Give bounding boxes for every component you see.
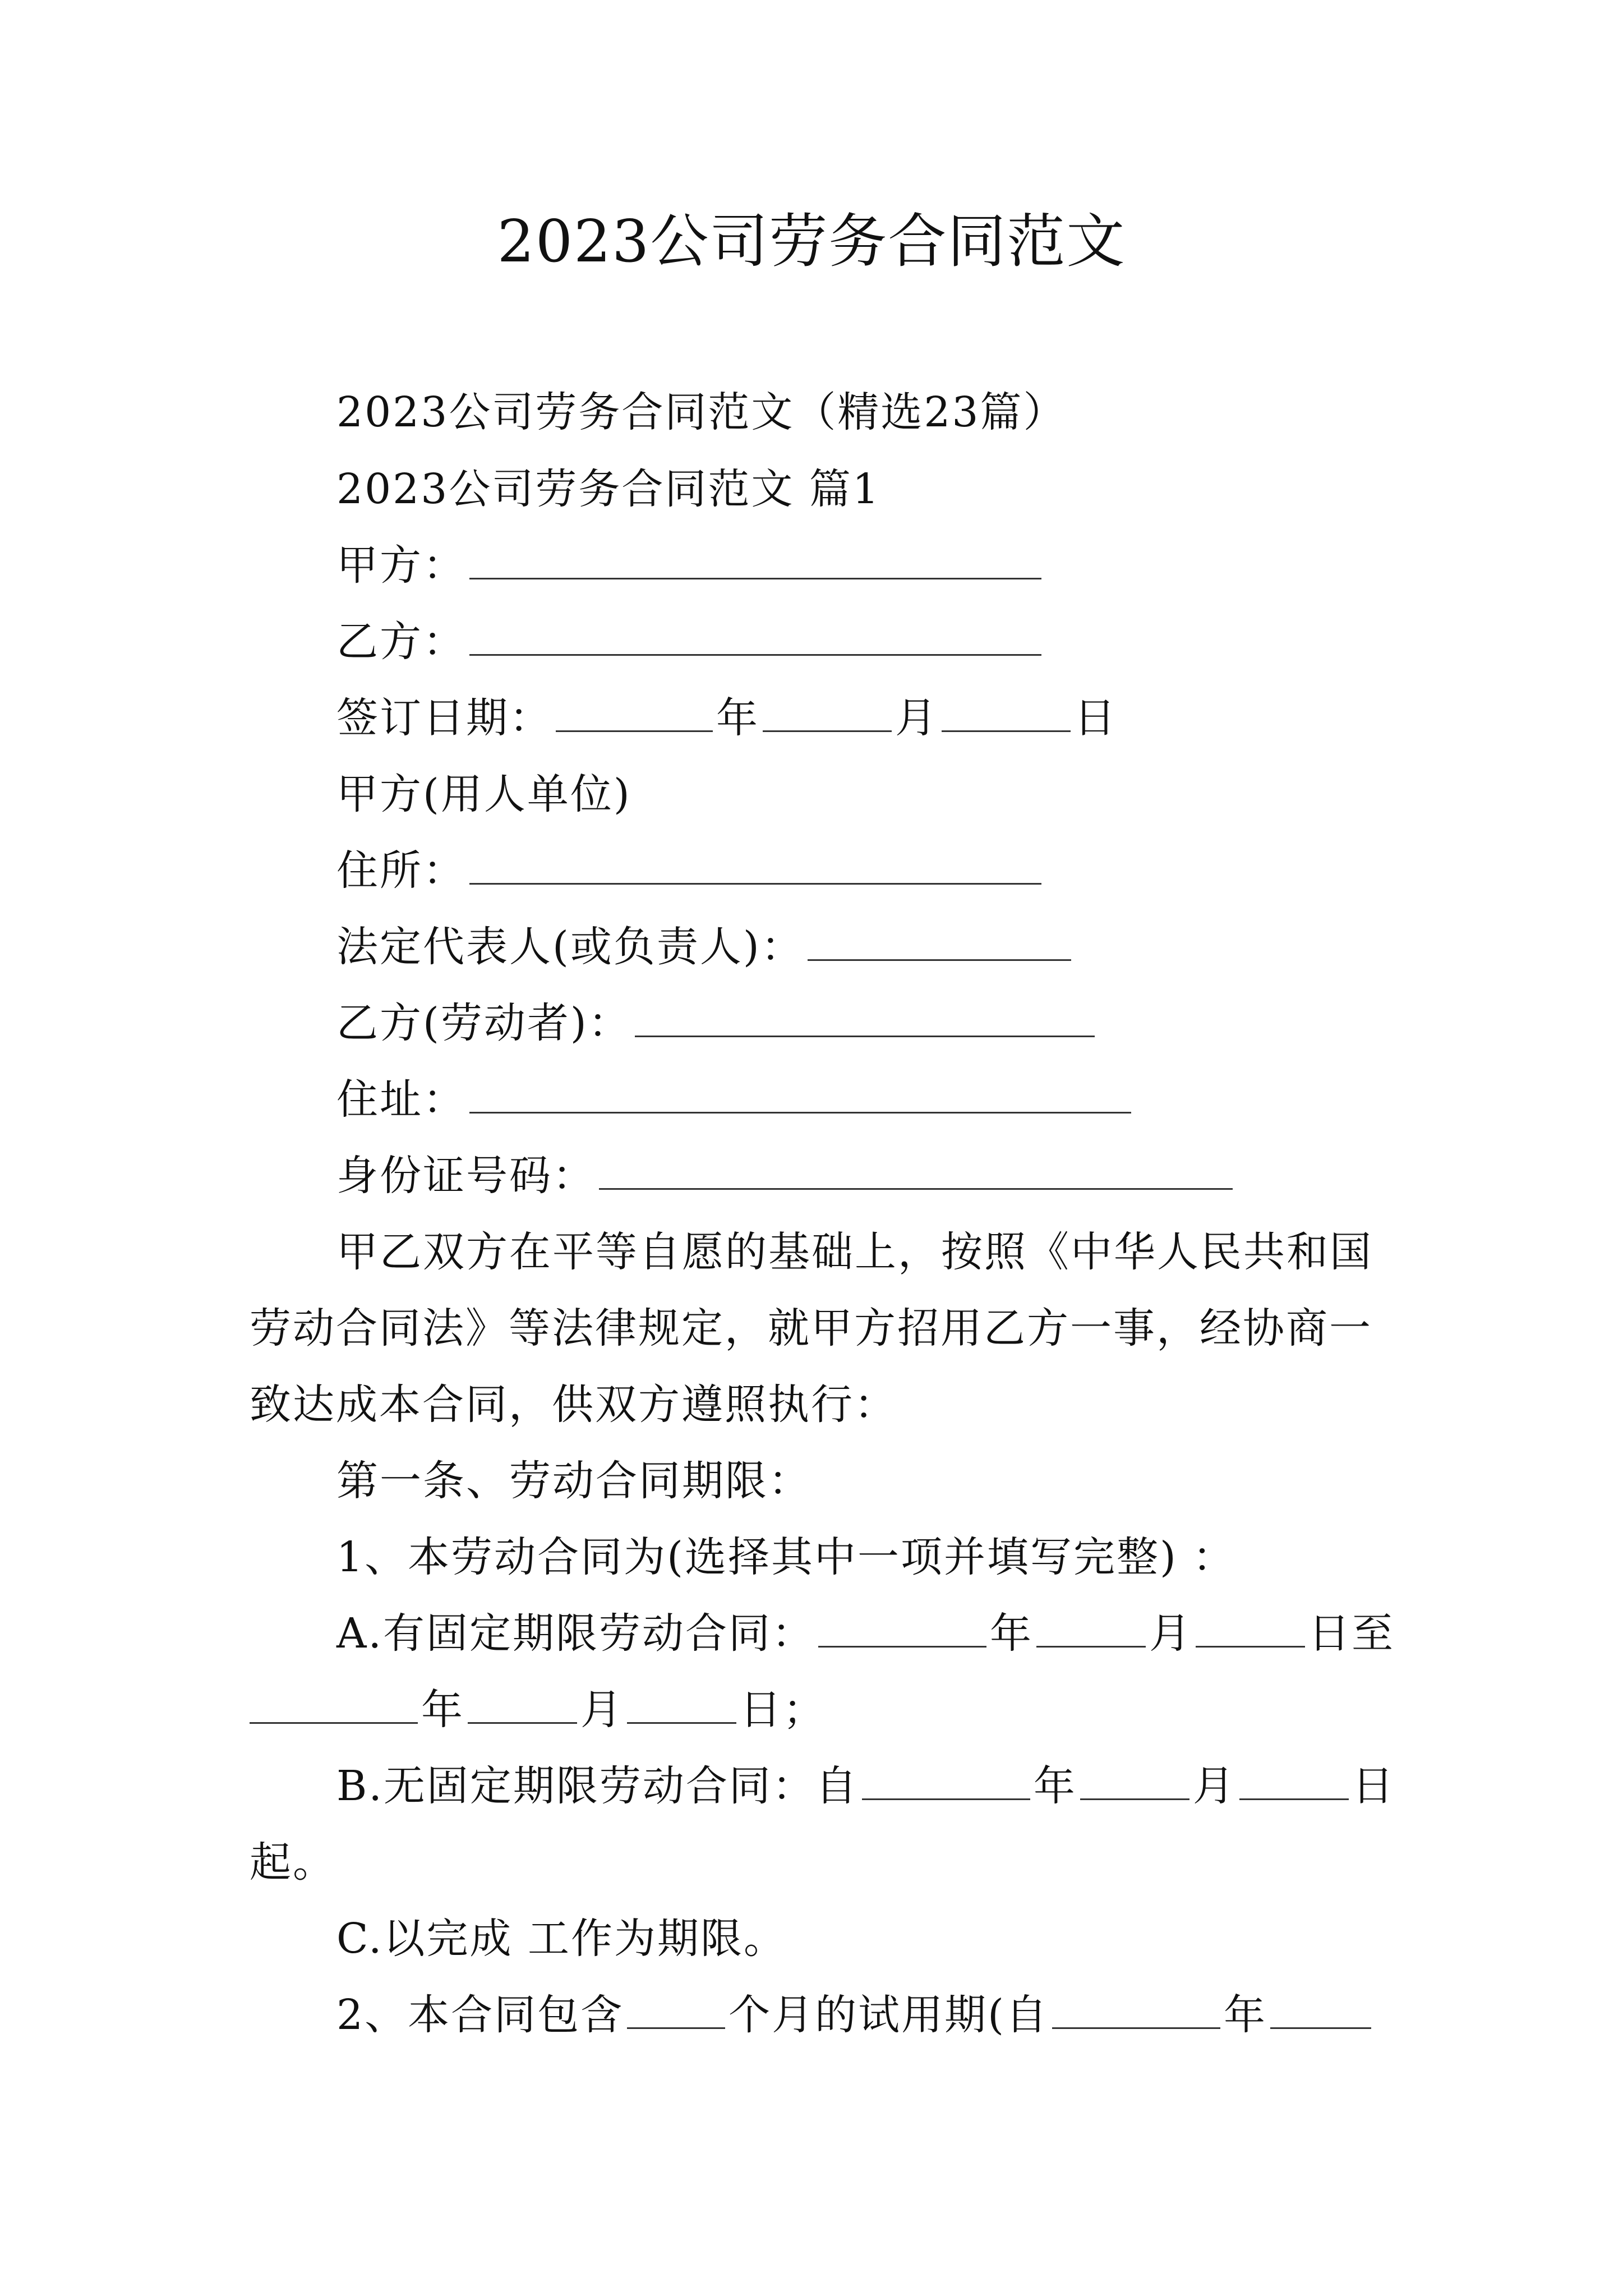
option-c: C.以完成 工作为期限。: [336, 1915, 787, 1963]
legal-rep-blank[interactable]: [808, 920, 1071, 961]
option-a-end-month-blank[interactable]: [468, 1683, 577, 1724]
address-blank[interactable]: [469, 1073, 1131, 1114]
day-label: 日: [1352, 1762, 1395, 1810]
residence-row: [336, 843, 1045, 899]
option-b-row: [336, 1758, 1395, 1814]
legal-rep-row: [336, 919, 1075, 975]
option-b-tail: 起。: [250, 1838, 336, 1887]
sign-date-label: 签订日期：: [336, 694, 552, 742]
year-label: 年: [1223, 1991, 1267, 2039]
option-a-start-year-blank[interactable]: [818, 1607, 986, 1648]
address-row: [336, 1071, 1135, 1128]
year-label: 年: [989, 1609, 1033, 1658]
party-a-label: 甲方：: [336, 541, 466, 590]
month-label: 月: [895, 694, 938, 742]
preamble-line-1: 甲乙双方在平等自愿的基础上，按照《中华人民共和国: [336, 1228, 1373, 1276]
section-heading: 2023公司劳务合同范文 篇1: [336, 465, 880, 513]
article-1-heading: 第一条、劳动合同期限：: [336, 1457, 811, 1505]
document-title: 2023公司劳务合同范文: [497, 207, 1126, 275]
residence-blank[interactable]: [469, 844, 1041, 885]
probation-month-blank[interactable]: [1270, 1988, 1371, 2029]
party-b-blank[interactable]: [469, 615, 1041, 656]
month-label: 月: [1149, 1609, 1192, 1658]
preamble-line-3: 致达成本合同，供双方遵照执行：: [250, 1381, 897, 1429]
sign-date-row: [336, 690, 1117, 746]
day-label: 日: [1074, 694, 1117, 742]
party-b-row: [336, 614, 1045, 670]
option-b-year-blank[interactable]: [862, 1759, 1030, 1800]
option-a-label: A.有固定期限劳动合同：: [336, 1609, 815, 1658]
option-a-row: [336, 1605, 1395, 1662]
document-subtitle: 2023公司劳务合同范文（精选23篇）: [336, 388, 1067, 436]
day-to-label: 日至: [1308, 1609, 1395, 1658]
residence-label: 住所：: [336, 846, 466, 895]
party-b-label: 乙方：: [336, 618, 466, 666]
option-a-end-row: [250, 1682, 826, 1738]
legal-rep-label: 法定代表人(或负责人)：: [336, 923, 804, 971]
option-a-start-month-blank[interactable]: [1036, 1607, 1146, 1648]
sign-month-blank[interactable]: [763, 691, 892, 732]
party-a-row: [336, 537, 1045, 593]
month-label: 月: [1192, 1762, 1236, 1810]
option-b-month-blank[interactable]: [1080, 1759, 1189, 1800]
worker-row: [336, 995, 1098, 1051]
year-label: 年: [421, 1686, 464, 1734]
day-end-label: 日；: [740, 1686, 826, 1734]
probation-months-blank[interactable]: [627, 1988, 725, 2029]
worker-label: 乙方(劳动者)：: [336, 999, 631, 1047]
employer-label: 甲方(用人单位): [336, 770, 631, 818]
worker-blank[interactable]: [635, 996, 1095, 1037]
clause-2-row: [336, 1987, 1375, 2043]
clause-2-prefix: 2、本合同包含: [336, 1991, 624, 2039]
id-row: [336, 1148, 1236, 1204]
option-b-day-blank[interactable]: [1239, 1759, 1349, 1800]
option-a-end-year-blank[interactable]: [250, 1683, 418, 1724]
preamble-line-2: 劳动合同法》等法律规定，就甲方招用乙方一事，经协商一: [250, 1304, 1372, 1352]
option-b-label: B.无固定期限劳动合同：自: [336, 1762, 859, 1810]
year-label: 年: [1033, 1762, 1077, 1810]
id-blank[interactable]: [599, 1149, 1233, 1190]
address-label: 住址：: [336, 1075, 466, 1124]
clause-1: 1、本劳动合同为(选择其中一项并填写完整) ：: [336, 1533, 1236, 1581]
sign-day-blank[interactable]: [942, 691, 1071, 732]
month-label: 月: [580, 1686, 624, 1734]
option-a-start-day-blank[interactable]: [1196, 1607, 1305, 1648]
id-label: 身份证号码：: [336, 1152, 596, 1200]
probation-year-blank[interactable]: [1052, 1988, 1220, 2029]
year-label: 年: [716, 694, 759, 742]
party-a-blank[interactable]: [469, 539, 1041, 579]
clause-2-months: 个月的试用期(自: [728, 1991, 1049, 2039]
sign-year-blank[interactable]: [556, 691, 713, 732]
option-a-end-day-blank[interactable]: [627, 1683, 736, 1724]
